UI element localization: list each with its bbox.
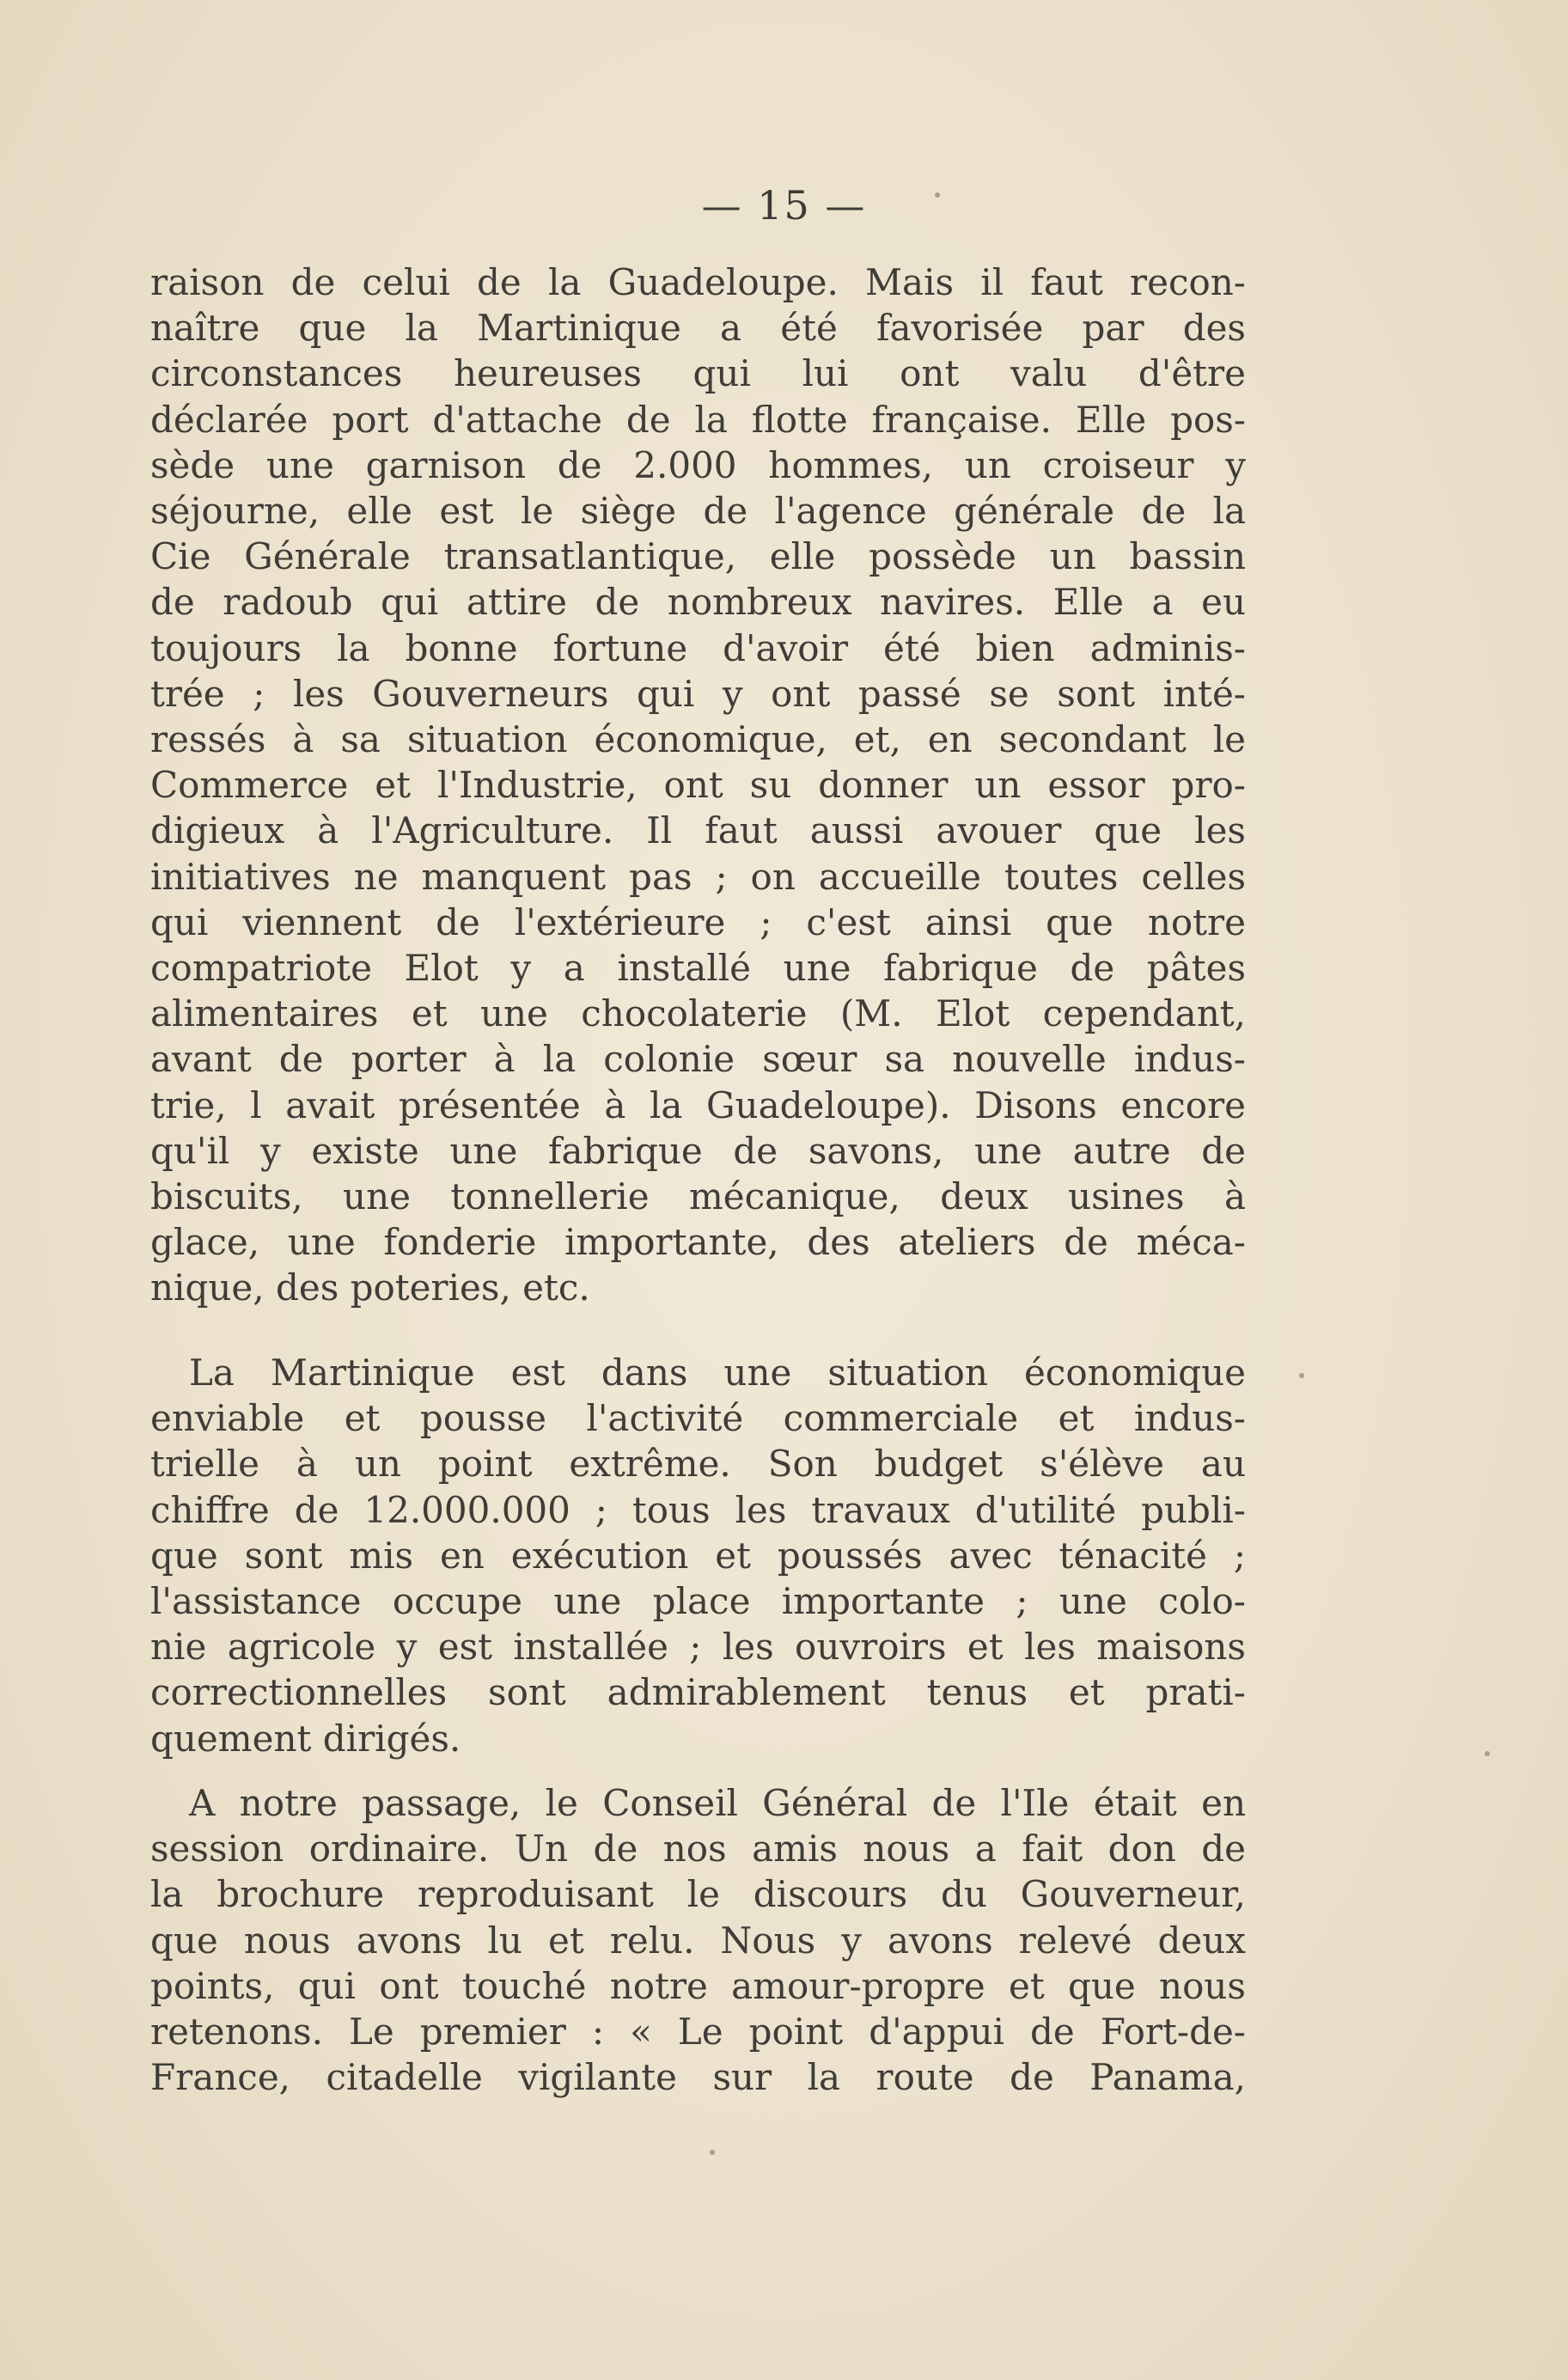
text-line: correctionnelles sont admirablement tenus et prati- (150, 1671, 1246, 1714)
text-line: nique, des poteries, etc. (150, 1266, 590, 1309)
text-line: sède une garnison de 2.000 hommes, un croiseur y (150, 443, 1246, 486)
paragraph-2 (150, 1350, 1246, 1761)
paper-speck (1485, 1751, 1490, 1756)
text-line: qui viennent de l'extérieure ; c'est ainsi que notre (150, 900, 1246, 943)
text-line: circonstances heureuses qui lui ont valu d'être (150, 352, 1246, 395)
text-line: déclarée port d'attache de la flotte française. Elle pos- (150, 398, 1246, 441)
paragraph-3 (150, 1780, 1246, 2100)
paper-speck (710, 2150, 715, 2155)
text-line: enviable et pousse l'activité commerciale et indus- (150, 1397, 1246, 1440)
text-line: initiatives ne manquent pas ; on accueille toutes celles (150, 855, 1246, 898)
text-line: la brochure reproduisant le discours du Gouverneur, (150, 1873, 1246, 1916)
text-line: Cie Générale transatlantique, elle possède un bassin (150, 535, 1246, 578)
text-line: de radoub qui attire de nombreux navires. Elle a eu (150, 581, 1246, 624)
text-line: trie, l avait présentée à la Guadeloupe). Disons encore (150, 1083, 1246, 1126)
text-line: séjourne, elle est le siège de l'agence générale de la (150, 490, 1246, 533)
text-line: ressés à sa situation économique, et, en secondant le (150, 718, 1246, 761)
text-line: avant de porter à la colonie sœur sa nouvelle indus- (150, 1038, 1246, 1081)
text-line: La Martinique est dans une situation économique (189, 1352, 1246, 1394)
text-line: trielle à un point extrême. Son budget s'élève au (150, 1443, 1246, 1486)
text-line: nie agricole y est installée ; les ouvroirs et les maisons (150, 1626, 1246, 1669)
text-line: raison de celui de la Guadeloupe. Mais il faut recon- (150, 261, 1246, 303)
text-line: retenons. Le premier : « Le point d'appui de Fort-de- (150, 2011, 1246, 2054)
text-line: trée ; les Gouverneurs qui y ont passé se sont inté- (150, 672, 1246, 715)
text-line: glace, une fonderie importante, des ateliers de méca- (150, 1221, 1246, 1264)
paper-speck (1299, 1373, 1304, 1378)
text-line: France, citadelle vigilante sur la route de Panama, (150, 2056, 1246, 2099)
text-line: points, qui ont touché notre amour-propre et que nous (150, 1964, 1246, 2007)
text-line: que sont mis en exécution et poussés avec ténacité ; (150, 1534, 1246, 1577)
text-line: que nous avons lu et relu. Nous y avons relevé deux (150, 1919, 1246, 1962)
text-line: naître que la Martinique a été favorisée par des (150, 307, 1246, 350)
paper-speck (935, 192, 940, 198)
page-number: — 15 — (701, 182, 867, 229)
text-line: biscuits, une tonnellerie mécanique, deux usines à (150, 1175, 1246, 1218)
paragraph-1 (150, 259, 1246, 1311)
text-line: Commerce et l'Industrie, ont su donner un essor pro- (150, 764, 1246, 807)
text-line: A notre passage, le Conseil Général de l'Ile était en (189, 1782, 1246, 1824)
text-line: toujours la bonne fortune d'avoir été bien adminis- (150, 626, 1246, 669)
text-line: chiffre de 12.000.000 ; tous les travaux d'utilité publi- (150, 1488, 1246, 1531)
text-line: alimentaires et une chocolaterie (M. Elot cependant, (150, 992, 1246, 1035)
text-line: l'assistance occupe une place importante ; une colo- (150, 1580, 1246, 1623)
text-line: quement dirigés. (150, 1717, 461, 1760)
text-line: digieux à l'Agriculture. Il faut aussi avouer que les (150, 809, 1246, 852)
text-line: qu'il y existe une fabrique de savons, une autre de (150, 1129, 1246, 1172)
text-line: session ordinaire. Un de nos amis nous a fait don de (150, 1828, 1246, 1870)
text-line: compatriote Elot y a installé une fabrique de pâtes (150, 947, 1246, 990)
